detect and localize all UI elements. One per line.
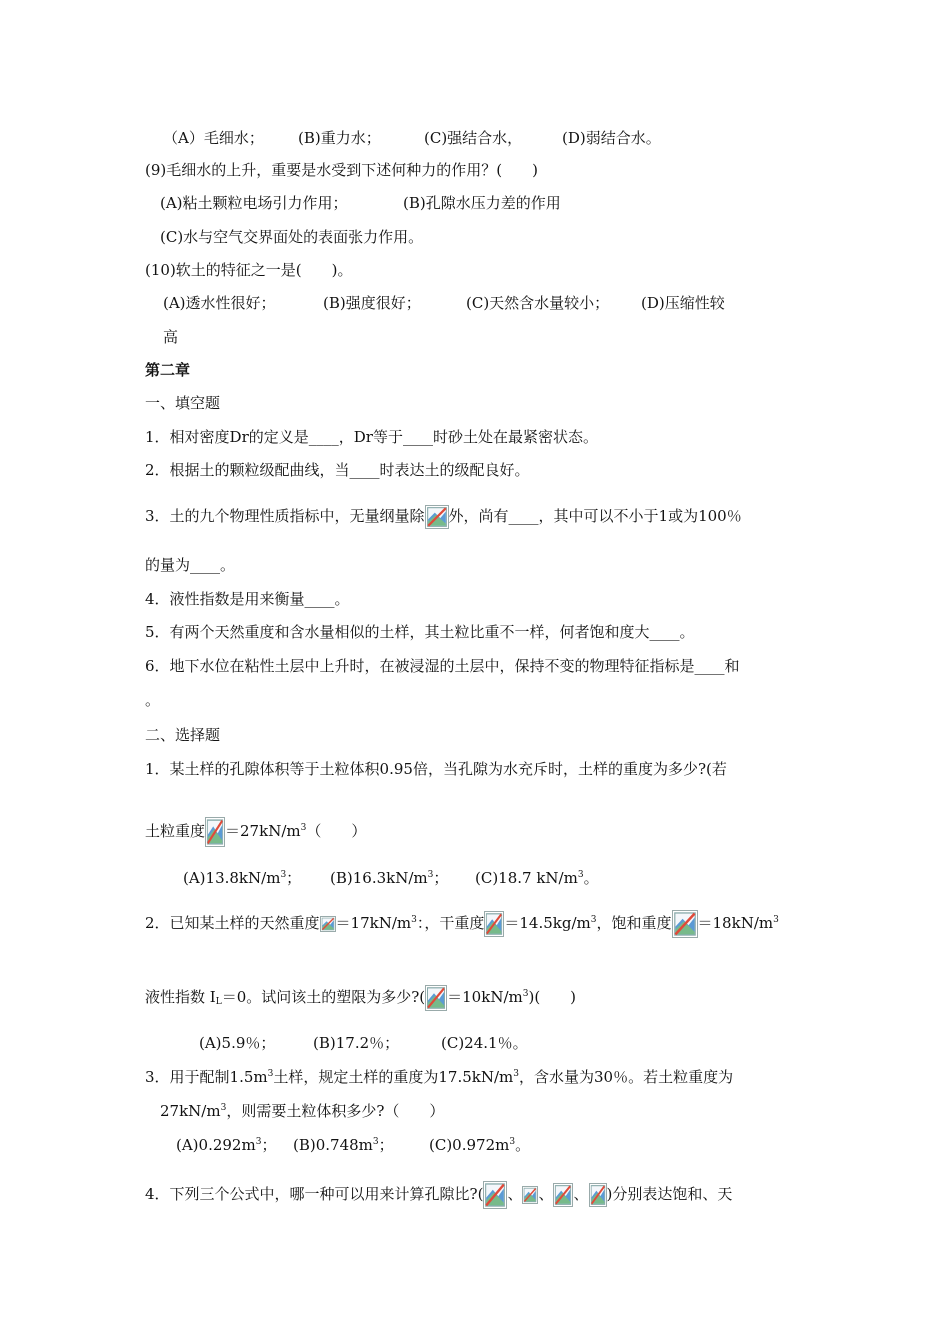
fill-q4: 4．液性指数是用来衡量____。 bbox=[145, 590, 350, 608]
opt-tail: 。 bbox=[515, 1136, 531, 1154]
choice-q3-line2 bbox=[160, 1101, 444, 1121]
unit-sup: 3 bbox=[372, 1137, 379, 1147]
separator: 、 bbox=[507, 1185, 523, 1203]
choice-q2-option-a: (A)5.9％； bbox=[199, 1034, 276, 1052]
choice-q2-v2-tail: ，饱和重度 bbox=[596, 914, 672, 932]
q8-options bbox=[163, 128, 661, 148]
subscript-L: L bbox=[215, 997, 222, 1007]
broken-image-icon bbox=[672, 910, 698, 938]
unit-sup: 3 bbox=[509, 1137, 516, 1147]
q10-option-b: (B)强度很好； bbox=[323, 294, 421, 312]
choice-q2 bbox=[145, 908, 779, 938]
section-fill-blank: 一、填空题 bbox=[145, 394, 221, 412]
choice-q2-v3: ＝18kN/m bbox=[697, 914, 774, 932]
unit-sup: 3 bbox=[255, 1137, 262, 1147]
choice-q3-option-b bbox=[293, 1135, 429, 1155]
opt-tail: ； bbox=[378, 1136, 394, 1154]
choice-q3-line2-text: 27kN/m bbox=[160, 1102, 221, 1120]
unit-sup: 3 bbox=[427, 870, 434, 880]
choice-q2-line2-val: ＝10kN/m bbox=[447, 988, 523, 1006]
q10-wrap: 高 bbox=[163, 328, 179, 346]
choice-q4-text: 4．下列三个公式中，哪一种可以用来计算孔隙比?( bbox=[145, 1185, 484, 1203]
broken-image-icon bbox=[320, 916, 336, 932]
choice-q1-cont bbox=[145, 816, 366, 847]
q10-stem: (10)软土的特征之一是( )。 bbox=[145, 261, 353, 279]
q8-option-b: (B)重力水； bbox=[298, 129, 381, 147]
broken-image-icon bbox=[483, 1181, 507, 1209]
fill-q3-cont: 的量为____。 bbox=[145, 556, 236, 574]
opt-text: (B)0.748m bbox=[293, 1136, 373, 1154]
q10-option-c: (C)天然含水量较小； bbox=[466, 294, 610, 312]
q8-option-a: （A）毛细水； bbox=[163, 129, 264, 147]
q9-option-a: (A)粘土颗粒电场引力作用； bbox=[160, 194, 348, 212]
choice-q2-line2-mid: ＝0。试问该土的塑限为多少?( bbox=[221, 988, 426, 1006]
q10-option-a: (A)透水性很好； bbox=[163, 294, 276, 312]
q9-option-c: (C)水与空气交界面处的表面张力作用。 bbox=[160, 228, 424, 246]
opt-tail: ； bbox=[433, 869, 449, 887]
chapter-title: 第二章 bbox=[145, 361, 191, 379]
broken-image-icon bbox=[484, 911, 504, 937]
fill-q1: 1．相对密度Dr的定义是____，Dr等于____时砂土处在最紧密状态。 bbox=[145, 428, 598, 446]
choice-q1-blank: （ ） bbox=[306, 822, 367, 840]
opt-tail: ； bbox=[261, 1136, 277, 1154]
opt-text: (A)13.8kN/m bbox=[183, 869, 281, 887]
choice-q3-mid: 土样，规定土样的重度为17.5kN/m bbox=[273, 1068, 514, 1086]
choice-q3-tail: ，含水量为30％。若土粒重度为 bbox=[519, 1068, 734, 1086]
fill-q3 bbox=[145, 503, 742, 529]
choice-q1-option-c bbox=[475, 868, 599, 888]
q9-stem: (9)毛细水的上升，重要是水受到下述何种力的作用？( ) bbox=[145, 161, 538, 179]
choice-q1-value: ＝27kN/m bbox=[225, 822, 301, 840]
fill-q3-text-b: 外，尚有____，其中可以不小于1或为100％ bbox=[448, 507, 742, 525]
choice-q3 bbox=[145, 1067, 733, 1087]
choice-q2-v2: ＝14.5kg/m bbox=[504, 914, 591, 932]
choice-q3-options bbox=[176, 1135, 530, 1155]
choice-q3-option-a bbox=[176, 1135, 293, 1155]
fill-q3-text-a: 3．土的九个物理性质指标中，无量纲量除 bbox=[145, 507, 425, 525]
fill-q6: 6．地下水位在粘性土层中上升时，在被浸湿的土层中，保持不变的物理特征指标是____和 bbox=[145, 657, 740, 675]
choice-q1-option-b bbox=[330, 868, 475, 888]
section-choice: 二、选择题 bbox=[145, 726, 221, 744]
fill-q6-cont: 。 bbox=[145, 691, 161, 709]
choice-q3-text: 3．用于配制1.5m bbox=[145, 1068, 268, 1086]
choice-q1: 1．某土样的孔隙体积等于土粒体积0.95倍，当孔隙为水充斥时，土样的重度为多少?(若 bbox=[145, 760, 727, 778]
opt-text: (B)16.3kN/m bbox=[330, 869, 428, 887]
opt-text: (C)18.7 kN/m bbox=[475, 869, 578, 887]
unit-sup: 3 bbox=[773, 915, 779, 925]
unit-sup: 3 bbox=[577, 870, 584, 880]
choice-q2-line2-text: 液性指数 I bbox=[145, 988, 216, 1006]
fill-q5: 5．有两个天然重度和含水量相似的土样，其土粒比重不一样，何者饱和度大____。 bbox=[145, 623, 695, 641]
choice-q2-options bbox=[199, 1033, 528, 1053]
unit-sup: 3 bbox=[411, 915, 417, 925]
choice-q2-option-c: (C)24.1％。 bbox=[441, 1034, 528, 1052]
unit-sup: 3 bbox=[280, 870, 287, 880]
opt-text: (A)0.292m bbox=[176, 1136, 256, 1154]
q9-options-ab bbox=[160, 193, 561, 213]
q10-option-d: (D)压缩性较 bbox=[641, 294, 725, 312]
choice-q3-option-c bbox=[429, 1135, 530, 1155]
fill-q2: 2．根据土的颗粒级配曲线，当____时表达土的级配良好。 bbox=[145, 461, 530, 479]
choice-q2-v1: ＝17kN/m bbox=[335, 914, 412, 932]
separator: 、 bbox=[538, 1185, 554, 1203]
opt-text: (C)0.972m bbox=[429, 1136, 510, 1154]
choice-q4-tail: )分别表达饱和、天 bbox=[606, 1185, 733, 1203]
choice-q2-option-b: (B)17.2％； bbox=[313, 1034, 400, 1052]
unit-sup: 3 bbox=[220, 1103, 227, 1113]
choice-q1-options bbox=[183, 868, 599, 888]
broken-image-icon bbox=[522, 1186, 538, 1204]
choice-q2-v1-tail: ：，干重度 bbox=[416, 914, 485, 932]
choice-q2-line2 bbox=[145, 983, 576, 1011]
q10-options bbox=[163, 293, 725, 313]
broken-image-icon bbox=[425, 505, 449, 529]
opt-tail: ； bbox=[286, 869, 302, 887]
separator: 、 bbox=[573, 1185, 589, 1203]
unit-sup: 3 bbox=[267, 1069, 274, 1079]
broken-image-icon bbox=[589, 1183, 607, 1207]
q9-option-b: (B)孔隙水压力差的作用 bbox=[403, 194, 561, 212]
choice-q1-label: 土粒重度 bbox=[145, 822, 206, 840]
broken-image-icon bbox=[205, 817, 225, 847]
choice-q4 bbox=[145, 1180, 732, 1209]
broken-image-icon bbox=[425, 985, 447, 1011]
choice-q2-text: 2．已知某土样的天然重度 bbox=[145, 914, 320, 932]
choice-q1-option-a bbox=[183, 868, 330, 888]
choice-q3-line2-tail: ，则需要土粒体积多少?（ ） bbox=[226, 1102, 445, 1120]
broken-image-icon bbox=[553, 1183, 573, 1207]
unit-sup: 3 bbox=[513, 1069, 519, 1079]
q8-option-c: (C)强结合水， bbox=[424, 129, 523, 147]
opt-tail: 。 bbox=[583, 869, 599, 887]
unit-sup: 3 bbox=[300, 823, 307, 833]
q8-option-d: (D)弱结合水。 bbox=[562, 129, 661, 147]
choice-q2-line2-tail: )( ) bbox=[528, 988, 577, 1006]
unit-sup: 3 bbox=[522, 989, 529, 999]
unit-sup: 3 bbox=[590, 915, 597, 925]
